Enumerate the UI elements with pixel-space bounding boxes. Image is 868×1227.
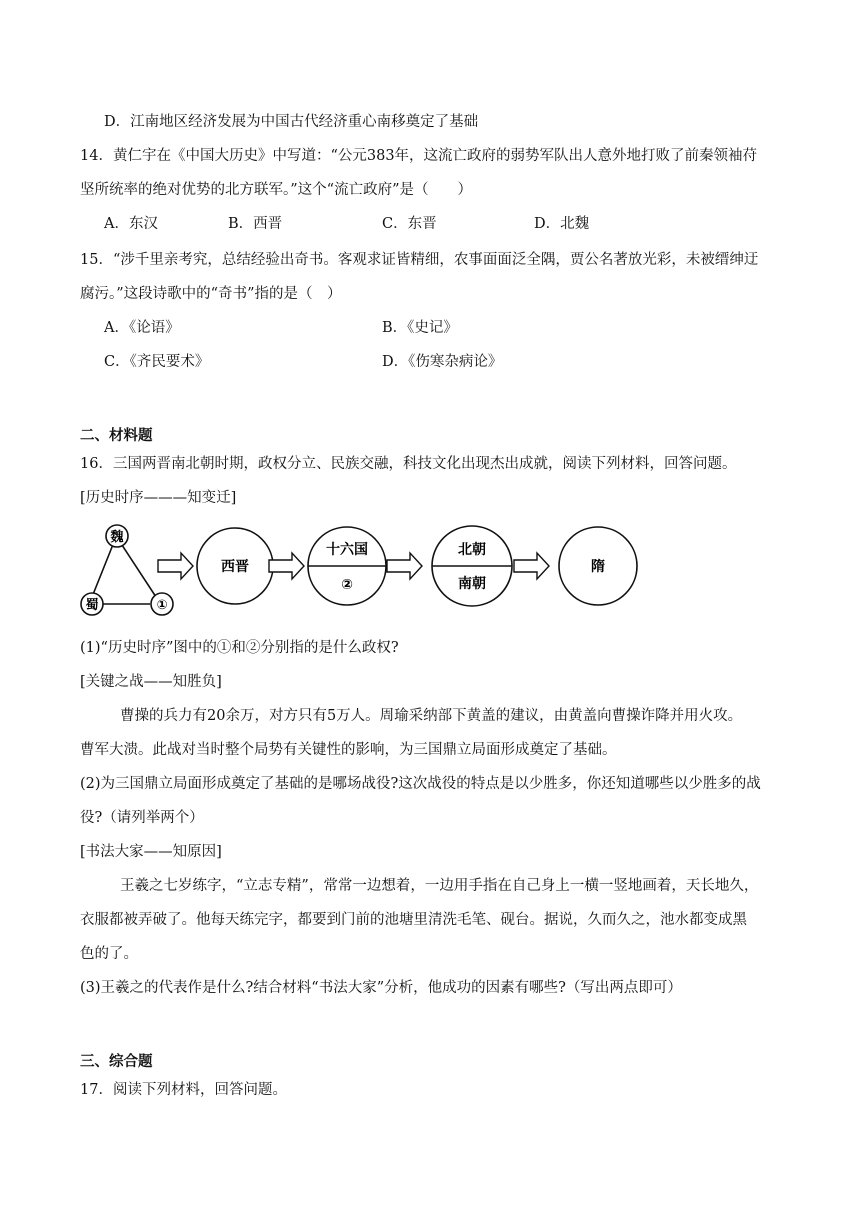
arrow-right-icon [514,553,549,579]
q16-sub3: (3)王羲之的代表作是什么?结合材料“书法大家”分析，他成功的因素有哪些?（写出两点即可） [80,980,682,996]
section2-heading: 二、材料题 [80,427,153,444]
battle-paragraph-line1: 曹操的兵力有20余万，对方只有5万人。周瑜采纳部下黄盖的建议，由黄盖向曹操诈降并用火攻。 [120,708,743,724]
calligraphy-paragraph-line3: 色的了。 [80,946,138,962]
calligraphy-paragraph-line1: 王羲之七岁练字，“立志专精”，常常一边想着，一边用手指在自己身上一横一竖地画着，天长地久， [120,878,759,894]
q14-option-d: D．北魏 [534,216,590,232]
q14-stem-line2: 坚所统率的绝对优势的北方联军。”这个“流亡政府”是（ ） [80,182,472,198]
q16-sub2-line2: 役?（请列举两个） [80,810,204,826]
nanchao-label: 南朝 [458,576,486,592]
timeline-label: [历史时序———知变迁] [80,490,237,506]
arrow-right-icon [158,553,193,579]
shu-label: 蜀 [85,598,99,613]
q15-stem-line1: 15．“涉千里亲考究，总结经验出奇书。客观求证皆精细，农事面面泛全隅，贾公名著放光彩，未被缙绅迂 [80,252,759,268]
q16-sub1: (1)“历史时序”图中的①和②分别指的是什么政权? [80,640,399,656]
q17-stem: 17．阅读下列材料，回答问题。 [80,1082,287,1098]
q14-option-a: A．东汉 [104,216,158,232]
calligraphy-label: [书法大家——知原因] [80,844,222,860]
q13-option-d: D．江南地区经济发展为中国古代经济重心南移奠定了基础 [104,114,479,130]
q14-option-b: B．西晋 [228,216,283,232]
q15-option-a: A．《论语》 [104,320,180,336]
beichao-label: 北朝 [458,542,486,558]
q16-intro: 16．三国两晋南北朝时期，政权分立、民族交融，科技文化出现杰出成就，阅读下列材料，回答问题。 [80,456,737,472]
shiliuguo-label: 十六国 [326,542,368,558]
arrow-right-icon [269,553,304,579]
q15-option-c: C．《齐民要术》 [104,354,210,370]
q15-stem-line2: 腐污。”这段诗歌中的“奇书”指的是（ ） [80,286,342,302]
sui-label: 隋 [591,559,605,575]
timeline-diagram [78,524,658,624]
q14-stem-line1: 14．黄仁宇在《中国大历史》中写道：“公元383年，这流亡政府的弱势军队出人意外地打败了前秦领袖苻 [80,148,758,164]
q15-option-b: B．《史记》 [382,320,458,336]
q14-option-c: C．东晋 [382,216,437,232]
arrow-right-icon [387,553,422,579]
circle2-label: ② [341,577,353,593]
battle-paragraph-line2: 曹军大溃。此战对当时整个局势有关键性的影响，为三国鼎立局面形成奠定了基础。 [80,742,617,758]
section3-heading: 三、综合题 [80,1053,153,1070]
circle1-label: ① [156,598,168,613]
battle-label: [关键之战——知胜负] [80,674,222,690]
calligraphy-paragraph-line2: 衣服都被弄破了。他每天练完字，都要到门前的池塘里清洗毛笔、砚台。据说，久而久之，池水都变成黑 [80,912,747,928]
q16-sub2-line1: (2)为三国鼎立局面形成奠定了基础的是哪场战役?这次战役的特点是以少胜多，你还知道哪些以少胜多的战 [80,776,761,792]
xijin-label: 西晋 [221,559,249,575]
q15-option-d: D．《伤寒杂病论》 [382,354,503,370]
wei-label: 魏 [110,530,124,545]
